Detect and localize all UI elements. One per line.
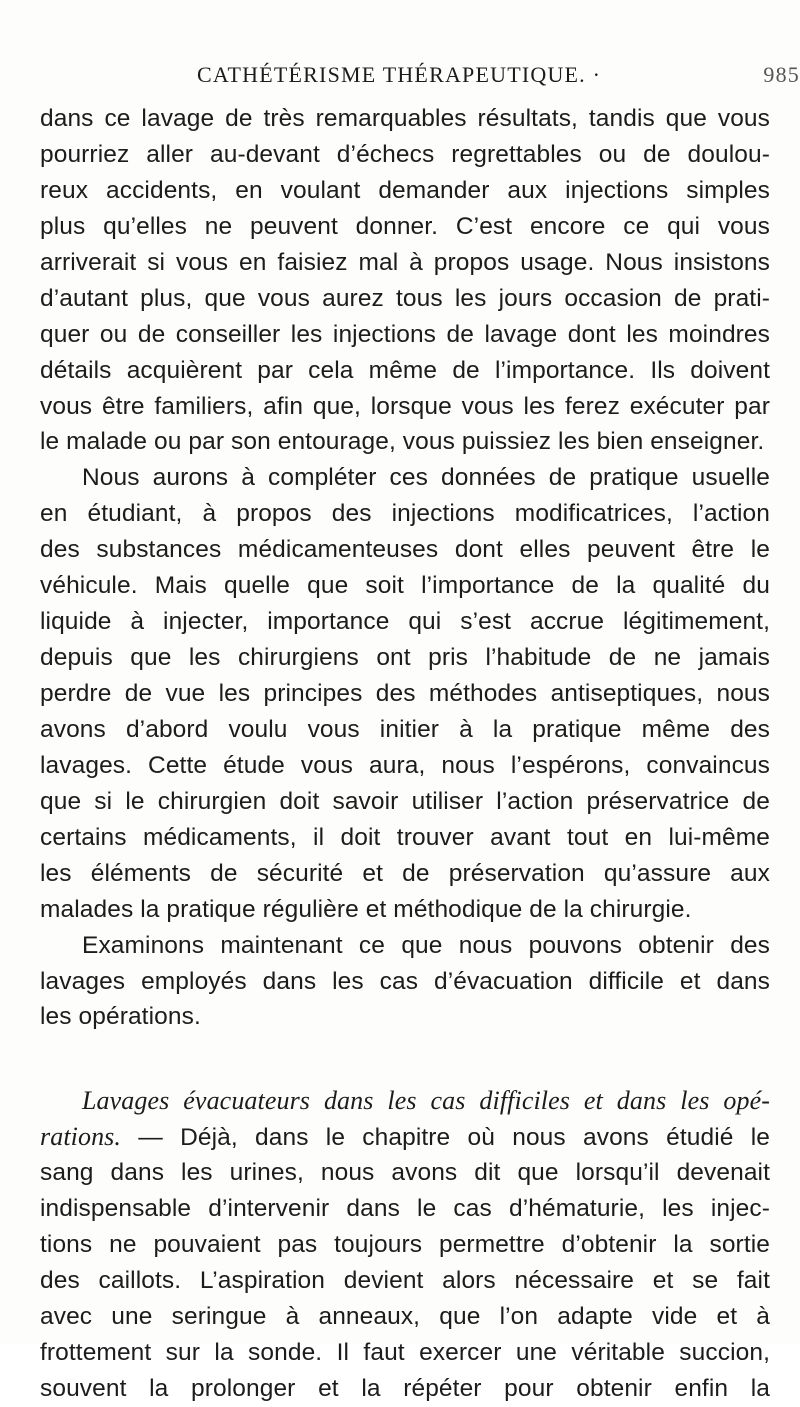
section-heading: Lavages évacuateurs dans les cas difficiles et dans les opé- — [82, 1086, 770, 1116]
text-line: avons d’abord voulu vous initier à la pratique même des — [40, 715, 770, 743]
text-line: souvent la prolonger et la répéter pour obtenir enfin la — [40, 1374, 770, 1402]
running-head — [40, 62, 800, 92]
text-line: tions ne pouvaient pas toujours permettre d’obtenir la sortie — [40, 1231, 770, 1259]
paragraph-1 — [40, 101, 770, 460]
running-title: CATHÉTÉRISME THÉRAPEUTIQUE. · — [197, 62, 602, 87]
text-line: détails acquièrent par cela même de l’importance. Ils doivent — [40, 356, 770, 384]
text-line: les opérations. — [40, 1003, 201, 1031]
section-heading-continuation: — Déjà, dans le chapitre où nous avons étudié le — [120, 1124, 770, 1152]
text-line: malades la pratique régulière et méthodique de la chirurgie. — [40, 895, 692, 923]
text-line: dans ce lavage de très remarquables résultats, tandis que vous — [40, 105, 770, 132]
paragraph-2 — [40, 460, 770, 927]
paragraph-3 — [40, 928, 770, 1036]
text-line: des caillots. L’aspiration devient alors nécessaire et se fait — [40, 1267, 770, 1295]
text-line: Nous aurons à compléter ces données de pratique usuelle — [82, 464, 770, 492]
text-line: lavages employés dans les cas d’évacuation difficile et dans — [40, 967, 770, 995]
text-line: liquide à injecter, importance qui s’est accrue légitimement, — [40, 608, 770, 636]
text-line: depuis que les chirurgiens ont pris l’habitude de ne jamais — [40, 644, 770, 672]
text-line: avec une seringue à anneaux, que l’on adapte vide et à — [40, 1303, 770, 1330]
body-text — [40, 101, 770, 1407]
text-line: les éléments de sécurité et de préservation qu’assure aux — [40, 859, 770, 887]
section-gap — [40, 1035, 770, 1083]
text-line: Examinons maintenant ce que nous pouvons obtenir des — [82, 931, 770, 959]
text-line: vous être familiers, afin que, lorsque vous les ferez exécuter par — [40, 392, 770, 420]
text-line: d’autant plus, que vous aurez tous les jours occasion de prati- — [40, 284, 770, 312]
text-line: lavages. Cette étude vous aura, nous l’espérons, convaincus — [40, 751, 770, 779]
text-line: sang dans les urines, nous avons dit que lorsqu’il devenait — [40, 1159, 770, 1187]
page-number: 985 — [763, 62, 800, 87]
text-line: certains médicaments, il doit trouver avant tout en lui-même — [40, 823, 770, 851]
text-line: le malade ou par son entourage, vous puissiez les bien enseigner. — [40, 428, 765, 456]
text-line: frottement sur la sonde. Il faut exercer une véritable succion, — [40, 1338, 770, 1366]
text-line: perdre de vue les principes des méthodes antiseptiques, nous — [40, 680, 770, 707]
text-line: quer ou de conseiller les injections de lavage dont les moindres — [40, 320, 770, 348]
text-line: véhicule. Mais quelle que soit l’importance de la qualité du — [40, 572, 770, 600]
text-line: reux accidents, en voulant demander aux injections simples — [40, 176, 770, 204]
text-line: plus qu’elles ne peuvent donner. C’est encore ce qui vous — [40, 212, 770, 240]
section-lavages-evacuateurs — [40, 1083, 770, 1406]
text-line: en étudiant, à propos des injections modificatrices, l’action — [40, 500, 770, 528]
text-line: indispensable d’intervenir dans le cas d’hématurie, les injec- — [40, 1195, 770, 1223]
text-line: arriverait si vous en faisiez mal à propos usage. Nous insistons — [40, 248, 770, 276]
text-line: que si le chirurgien doit savoir utiliser l’action préservatrice de — [40, 787, 770, 815]
section-heading-end: rations. — [40, 1122, 121, 1152]
text-line: pourriez aller au-devant d’échecs regrettables ou de doulou- — [40, 140, 770, 168]
text-line — [40, 1119, 770, 1155]
text-line: des substances médicamenteuses dont elles peuvent être le — [40, 536, 770, 564]
